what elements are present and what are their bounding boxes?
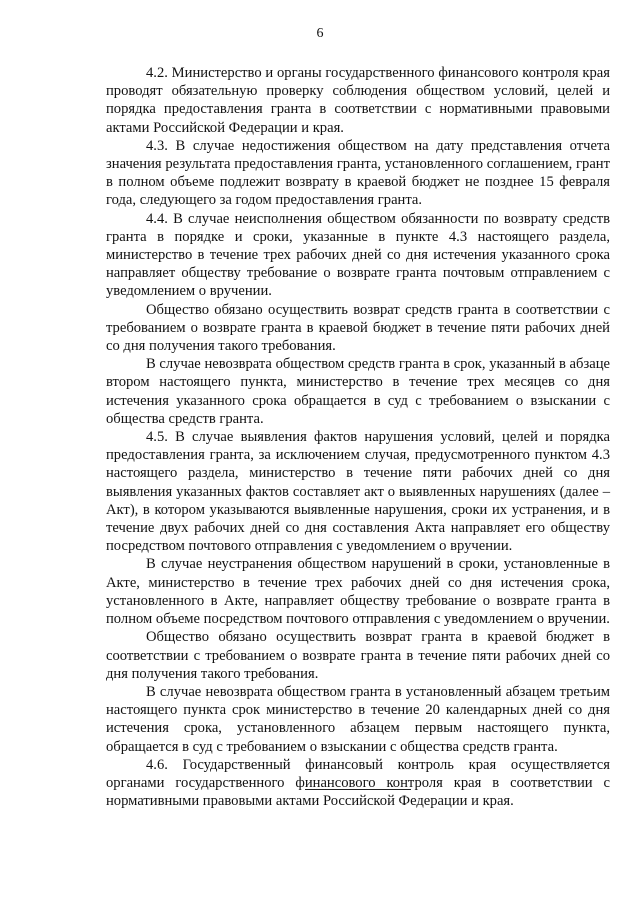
- end-of-document-rule: [305, 789, 411, 790]
- paragraph-4-5-non-elimination: В случае неустранения обществом нарушений в сроки, установленные в Акте, министерство в течение трех рабочих дней со дня истечения срока, установленного в Акте, направляет обществу требование о возврате гранта в полном объеме посредством почтового отправления с уведомлением о вручении.: [106, 556, 610, 628]
- paragraph-4-5: 4.5. В случае выявления фактов нарушения условий, целей и порядка предоставления гранта, за исключением случая, предусмотренного пунктом 4.3 настоящего раздела, министерство в течение пяти рабочих дней со дня выявления указанных фактов составляет акт о выявленных нарушениях (далее – Акт), в котором указываются выявленные нарушения, сроки их устранения, и в течение двух рабочих дней со дня составления Акта направляет его обществу посредством почтового отправления с уведомлением о вручении.: [106, 429, 610, 555]
- paragraph-4-4-obligation: Общество обязано осуществить возврат средств гранта в соответствии с требованием о возврате гранта в краевой бюджет в течение пяти рабочих дней со дня получения такого требования.: [106, 301, 610, 355]
- paragraph-4-5-court: В случае невозврата обществом гранта в установленный абзацем третьим настоящего пункта срок министерство в течение 20 календарных дней со дня истечения срока, установленного абзацем первым настоящего пункта, обращается в суд с требованием о взыскании с общества средств гранта.: [106, 683, 610, 755]
- paragraph-4-5-obligation: Общество обязано осуществить возврат гранта в краевой бюджет в соответствии с требованием о возврате гранта в течение пяти рабочих дней со дня получения такого требования.: [106, 629, 610, 682]
- paragraph-4-2: 4.2. Министерство и органы государственного финансового контроля края проводят обязательную проверку соблюдения обществом условий, целей и порядка предоставления гранта в соответствии с нормативными правовыми актами Российской Федерации и края.: [106, 65, 610, 136]
- document-body: [106, 64, 610, 810]
- paragraph-4-3: 4.3. В случае недостижения обществом на дату представления отчета значения результата предоставления гранта, установленного соглашением, грант в полном объеме подлежит возврату в краевой бюджет не позднее 15 февраля года, следующего за годом предоставления гранта.: [106, 137, 610, 209]
- page-number: 6: [316, 26, 324, 41]
- paragraph-4-4: 4.4. В случае неисполнения обществом обязанности по возврату средств гранта в порядке и сроки, указанные в пункте 4.3 настоящего раздела, министерство в течение трех рабочих дней со дня истечения указанного срока направляет обществу требование о возврате гранта почтовым отправлением с уведомлением о вручении.: [106, 210, 610, 300]
- paragraph-4-4-court: В случае невозврата обществом средств гранта в срок, указанный в абзаце втором настоящего пункта, министерство в течение трех месяцев со дня истечения указанного срока обращается в суд с требованием о взыскании с общества средств гранта.: [106, 356, 610, 427]
- paragraph-4-6: 4.6. Государственный финансовый контроль края осуществляется органами государственного финансового контроля края в соответствии с нормативными правовыми актами Российской Федерации и края.: [106, 756, 610, 810]
